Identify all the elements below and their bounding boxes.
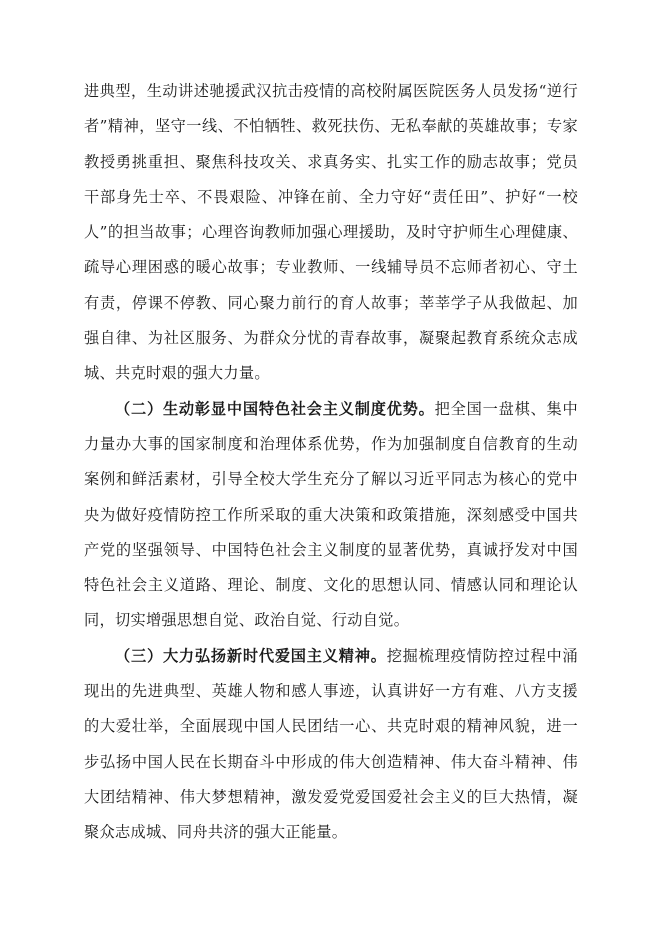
paragraph-institutional-advantage bbox=[84, 392, 578, 639]
paragraph-text: 把全国一盘棋、集中力量办大事的国家制度和治理体系优势，作为加强制度自信教育的生动案例和鲜活素材，引导全校大学生充分了解以习近平同志为核心的党中央为做好疫情防控工作所采取的重大决策和政策措施，深刻感受中国共产党的坚强领导、中国特色社会主义制度的显著优势，真诚抒发对中国特色社会主义道路、理论、制度、文化的思想认同、情感认同和理论认同，切实增强思想自觉、政治自觉、行动自觉。 bbox=[84, 399, 579, 630]
paragraph-patriotism bbox=[84, 639, 578, 851]
paragraph-heading: （二）生动彰显中国特色社会主义制度优势。 bbox=[115, 399, 435, 418]
document-body bbox=[84, 74, 578, 851]
paragraph-heading: （三）大力弘扬新时代爱国主义精神。 bbox=[115, 646, 387, 665]
paragraph-text: 进典型，生动讲述驰援武汉抗击疫情的高校附属医院医务人员发扬“逆行者”精神，坚守一线、不怕牺牲、救死扶伤、无私奉献的英雄故事；专家教授勇挑重担、聚焦科技攻关、求真务实、扎实工作的励志故事；党员干部身先士卒、不畏艰险、冲锋在前、全力守好“责任田”、护好“一校人”的担当故事；心理咨询教师加强心理援助，及时守护师生心理健康、疏导心理困惑的暖心故事；专业教师、一线辅导员不忘师者初心、守土有责，停课不停教、同心聚力前行的育人故事；莘莘学子从我做起、加强自律、为社区服务、为群众分忧的青春故事，凝聚起教育系统众志成城、共克时艰的强大力量。 bbox=[84, 82, 578, 383]
paragraph-text: 挖掘梳理疫情防控过程中涌现出的先进典型、英雄人物和感人事迹，认真讲好一方有难、八方支援的大爱壮举，全面展现中国人民团结一心、共克时艰的精神风貌，进一步弘扬中国人民在长期奋斗中形成的伟大创造精神、伟大奋斗精神、伟大团结精神、伟大梦想精神，激发爱党爱国爱社会主义的巨大热情，凝聚众志成城、同舟共济的强大正能量。 bbox=[84, 646, 578, 842]
paragraph-continuation bbox=[84, 74, 578, 392]
